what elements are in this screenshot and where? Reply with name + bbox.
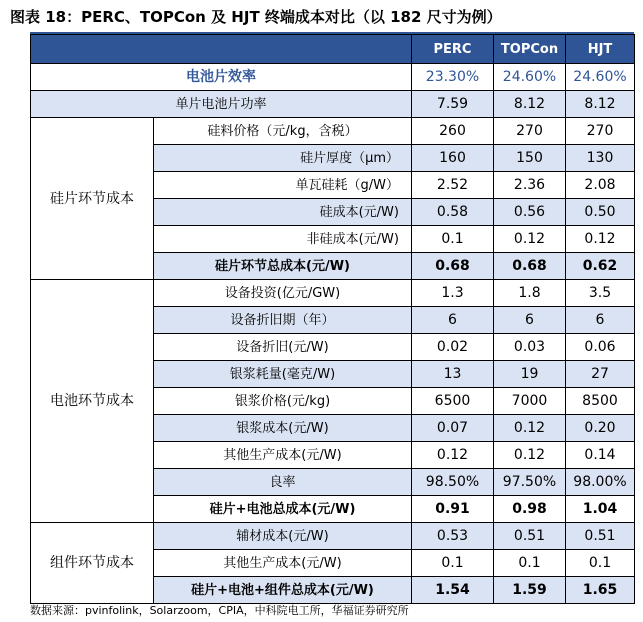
cell-topcon: 2.36 — [494, 172, 566, 199]
row-label: 银浆价格(元/kg) — [154, 388, 412, 415]
cell-perc: 0.12 — [412, 442, 494, 469]
header-row — [31, 35, 635, 64]
cell-perc: 6 — [412, 307, 494, 334]
group-label-module: 组件环节成本 — [31, 523, 154, 604]
table-row — [31, 523, 635, 550]
row-label: 硅成本(元/W) — [154, 199, 412, 226]
cell-perc: 0.02 — [412, 334, 494, 361]
cell-topcon: 7000 — [494, 388, 566, 415]
cell-topcon: 270 — [494, 118, 566, 145]
cell-topcon: 1.8 — [494, 280, 566, 307]
cell-topcon: 0.51 — [494, 523, 566, 550]
power-row — [31, 91, 635, 118]
header-perc: PERC — [412, 35, 494, 64]
efficiency-label: 电池片效率 — [31, 64, 412, 91]
row-label: 银浆耗量(毫克/W) — [154, 361, 412, 388]
row-label: 非硅成本(元/W) — [154, 226, 412, 253]
cell-perc: 0.1 — [412, 226, 494, 253]
row-label: 其他生产成本(元/W) — [154, 550, 412, 577]
efficiency-topcon: 24.60% — [494, 64, 566, 91]
cell-perc: 160 — [412, 145, 494, 172]
cell-perc: 0.07 — [412, 415, 494, 442]
subtotal-perc: 0.91 — [412, 496, 494, 523]
cell-perc: 6500 — [412, 388, 494, 415]
row-label: 设备折旧期（年） — [154, 307, 412, 334]
cell-topcon: 97.50% — [494, 469, 566, 496]
subtotal-hjt: 1.04 — [566, 496, 635, 523]
cell-topcon: 19 — [494, 361, 566, 388]
header-topcon: TOPCon — [494, 35, 566, 64]
cell-hjt: 8500 — [566, 388, 635, 415]
header-hjt: HJT — [566, 35, 635, 64]
cell-topcon: 0.12 — [494, 442, 566, 469]
group-label-cell: 电池环节成本 — [31, 280, 154, 523]
cell-hjt: 0.14 — [566, 442, 635, 469]
grand-total-perc: 1.54 — [412, 577, 494, 604]
power-label: 单片电池片功率 — [31, 91, 412, 118]
cell-topcon: 150 — [494, 145, 566, 172]
subtotal-hjt: 0.62 — [566, 253, 635, 280]
cell-hjt: 98.00% — [566, 469, 635, 496]
subtotal-perc: 0.68 — [412, 253, 494, 280]
power-hjt: 8.12 — [566, 91, 635, 118]
cell-hjt: 270 — [566, 118, 635, 145]
row-label: 设备折旧(元/W) — [154, 334, 412, 361]
cell-perc: 2.52 — [412, 172, 494, 199]
cell-hjt: 27 — [566, 361, 635, 388]
cell-perc: 13 — [412, 361, 494, 388]
row-label: 其他生产成本(元/W) — [154, 442, 412, 469]
grand-total-topcon: 1.59 — [494, 577, 566, 604]
cell-topcon: 0.03 — [494, 334, 566, 361]
cell-perc: 98.50% — [412, 469, 494, 496]
row-label: 辅材成本(元/W) — [154, 523, 412, 550]
cell-perc: 0.1 — [412, 550, 494, 577]
cost-comparison-table — [30, 34, 635, 604]
row-label: 硅料价格（元/kg，含税） — [154, 118, 412, 145]
table-row — [31, 118, 635, 145]
row-label: 单瓦硅耗（g/W） — [154, 172, 412, 199]
header-label-cell — [31, 35, 412, 64]
cell-hjt: 130 — [566, 145, 635, 172]
subtotal-label: 硅片环节总成本(元/W) — [154, 253, 412, 280]
cell-hjt: 0.50 — [566, 199, 635, 226]
subtotal-topcon: 0.68 — [494, 253, 566, 280]
row-label: 银浆成本(元/W) — [154, 415, 412, 442]
data-source-note: 数据来源：pvinfolink，Solarzoom，CPIA，中科院电工所，华福证券研究所 — [30, 604, 409, 617]
efficiency-hjt: 24.60% — [566, 64, 635, 91]
cell-topcon: 6 — [494, 307, 566, 334]
group-label-wafer: 硅片环节成本 — [31, 118, 154, 280]
power-perc: 7.59 — [412, 91, 494, 118]
subtotal-label: 硅片+电池总成本(元/W) — [154, 496, 412, 523]
cell-hjt: 0.20 — [566, 415, 635, 442]
cell-hjt: 6 — [566, 307, 635, 334]
cell-hjt: 0.51 — [566, 523, 635, 550]
cell-topcon: 0.12 — [494, 226, 566, 253]
power-topcon: 8.12 — [494, 91, 566, 118]
row-label: 设备投资(亿元/GW) — [154, 280, 412, 307]
cell-perc: 260 — [412, 118, 494, 145]
cell-hjt: 0.12 — [566, 226, 635, 253]
subtotal-topcon: 0.98 — [494, 496, 566, 523]
cell-hjt: 3.5 — [566, 280, 635, 307]
row-label: 硅片厚度（μm） — [154, 145, 412, 172]
cell-hjt: 0.1 — [566, 550, 635, 577]
cell-hjt: 0.06 — [566, 334, 635, 361]
cell-hjt: 2.08 — [566, 172, 635, 199]
row-label: 良率 — [154, 469, 412, 496]
cell-perc: 1.3 — [412, 280, 494, 307]
grand-total-label: 硅片+电池+组件总成本(元/W) — [154, 577, 412, 604]
efficiency-perc: 23.30% — [412, 64, 494, 91]
cell-topcon: 0.56 — [494, 199, 566, 226]
efficiency-row — [31, 64, 635, 91]
table-row — [31, 280, 635, 307]
figure-title: 图表 18：PERC、TOPCon 及 HJT 终端成本对比（以 182 尺寸为例） — [10, 8, 502, 26]
cell-topcon: 0.12 — [494, 415, 566, 442]
cell-perc: 0.53 — [412, 523, 494, 550]
cell-topcon: 0.1 — [494, 550, 566, 577]
cell-perc: 0.58 — [412, 199, 494, 226]
grand-total-hjt: 1.65 — [566, 577, 635, 604]
